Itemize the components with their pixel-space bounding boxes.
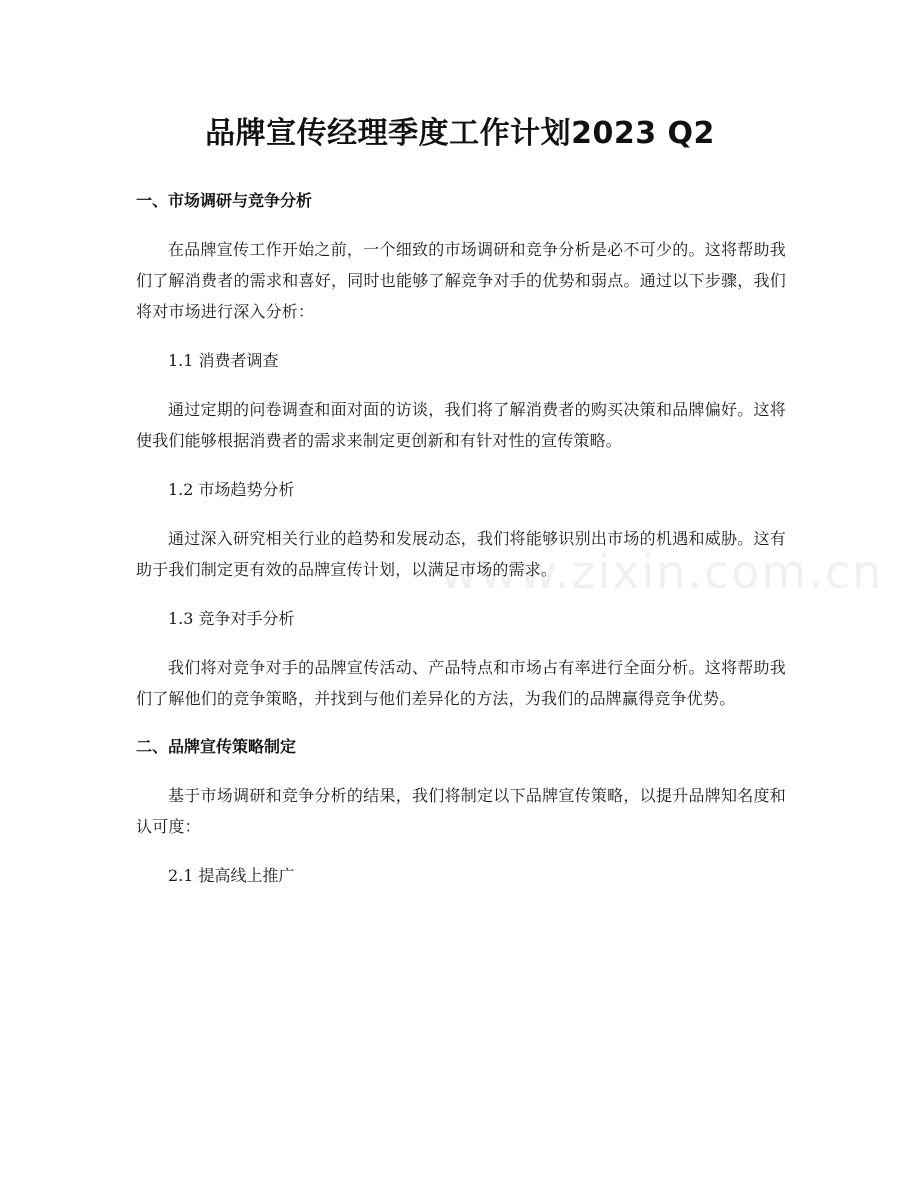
subsection-text-1-3: 我们将对竞争对手的品牌宣传活动、产品特点和市场占有率进行全面分析。这将帮助我们了解他们的竞争策略，并找到与他们差异化的方法，为我们的品牌赢得竞争优势。 (136, 658, 786, 708)
section-2-intro: 基于市场调研和竞争分析的结果，我们将制定以下品牌宣传策略，以提升品牌知名度和认可度： (136, 786, 786, 836)
subsection-text-1-2: 通过深入研究相关行业的趋势和发展动态，我们将能够识别出市场的机遇和威胁。这有助于我们制定更有效的品牌宣传计划，以满足市场的需求。 (136, 529, 786, 579)
section-heading-2: 二、品牌宣传策略制定 (136, 737, 297, 756)
section-1-intro: 在品牌宣传工作开始之前，一个细致的市场调研和竞争分析是必不可少的。这将帮助我们了解消费者的需求和喜好，同时也能够了解竞争对手的优势和弱点。通过以下步骤，我们将对市场进行深入分析： (136, 240, 786, 321)
document-title: 品牌宣传经理季度工作计划2023 Q2 (205, 116, 715, 151)
subsection-label-1-1: 1.1 消费者调查 (168, 351, 279, 370)
watermark: www.zixin.com.cn (440, 545, 884, 599)
subsection-label-2-1: 2.1 提高线上推广 (168, 866, 295, 885)
document-body (136, 186, 786, 909)
subsection-label-1-3: 1.3 竞争对手分析 (168, 609, 295, 628)
section-heading-1: 一、市场调研与竞争分析 (136, 191, 313, 210)
subsection-text-1-1: 通过定期的问卷调查和面对面的访谈，我们将了解消费者的购买决策和品牌偏好。这将使我们能够根据消费者的需求来制定更创新和有针对性的宣传策略。 (136, 400, 786, 450)
subsection-label-1-2: 1.2 市场趋势分析 (168, 480, 295, 499)
